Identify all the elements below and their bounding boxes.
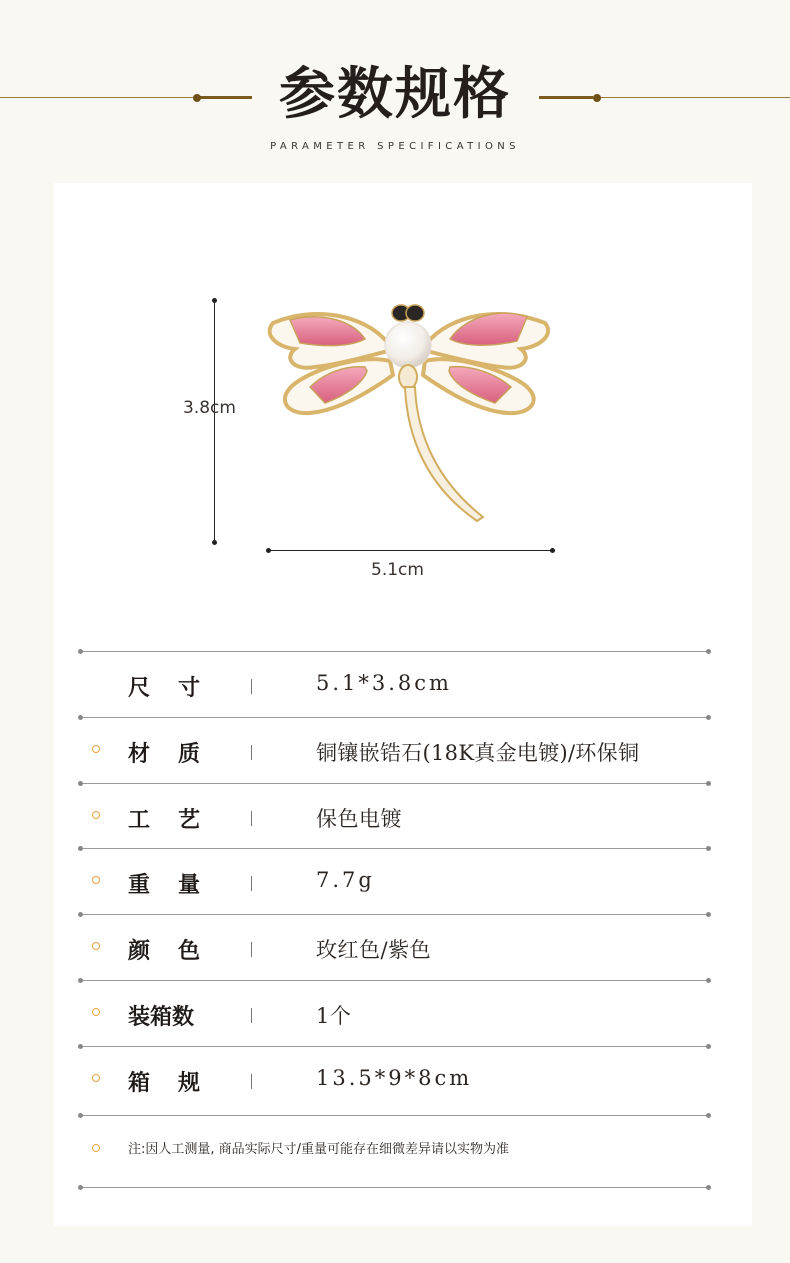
spec-row-box-size [80,1060,709,1100]
bullet-icon [92,942,100,950]
spec-row-color [80,928,709,968]
table-rule [80,717,709,718]
spec-separator [251,1074,252,1089]
bullet-icon [92,811,100,819]
spec-value-pack-qty: 1个 [316,1004,352,1028]
table-rule [80,980,709,981]
spec-label-color: 颜 色 [128,938,200,964]
spec-label-weight: 重 量 [128,872,200,898]
spec-separator [251,811,252,826]
height-dimension-top-dot [212,298,217,303]
table-rule [80,783,709,784]
spec-label-box-size: 箱 规 [128,1070,200,1096]
spec-row-craft [80,797,709,837]
spec-value-material: 铜镶嵌锆石(18K真金电镀)/环保铜 [316,741,640,765]
width-dimension-right-dot [550,548,555,553]
spec-value-color: 玫红色/紫色 [316,938,432,962]
bullet-icon [92,1144,100,1152]
spec-separator [251,679,252,694]
spec-label-material: 材 质 [128,741,200,767]
table-rule-bottom [80,1187,709,1188]
spec-value-size: 5.1*3.8cm [316,671,452,695]
spec-separator [251,876,252,891]
height-dimension-line [214,300,215,542]
spec-value-weight: 7.7g [316,868,375,892]
dragonfly-brooch-image [255,295,560,543]
table-rule [80,1115,709,1116]
table-rule-top [80,651,709,652]
measurement-note: 注:因人工测量, 商品实际尺寸/重量可能存在细微差异请以实物为准 [128,1142,510,1157]
bullet-icon [92,745,100,753]
spec-label-craft: 工 艺 [128,807,200,833]
table-rule [80,1046,709,1047]
spec-label-pack-qty: 装箱数 [128,1004,195,1030]
spec-separator [251,942,252,957]
table-rule [80,848,709,849]
spec-value-craft: 保色电镀 [316,807,402,831]
note-row [80,1130,709,1170]
spec-label-size: 尺 寸 [128,675,200,701]
bullet-icon [92,876,100,884]
page-subtitle: PARAMETER SPECIFICATIONS [270,141,520,152]
page-title: 参数规格 [279,61,511,127]
bullet-icon [92,1008,100,1016]
spec-value-box-size: 13.5*9*8cm [316,1066,473,1090]
spec-row-size [80,665,709,705]
height-label: 3.8cm [183,398,236,418]
height-dimension-bottom-dot [212,540,217,545]
spec-row-pack-qty [80,994,709,1034]
width-dimension-line [268,550,553,551]
spec-separator [251,745,252,760]
table-rule [80,914,709,915]
width-label: 5.1cm [371,560,424,580]
bullet-icon [92,1074,100,1082]
spec-separator [251,1008,252,1023]
width-dimension-left-dot [266,548,271,553]
spec-row-weight [80,862,709,902]
spec-row-material [80,731,709,771]
